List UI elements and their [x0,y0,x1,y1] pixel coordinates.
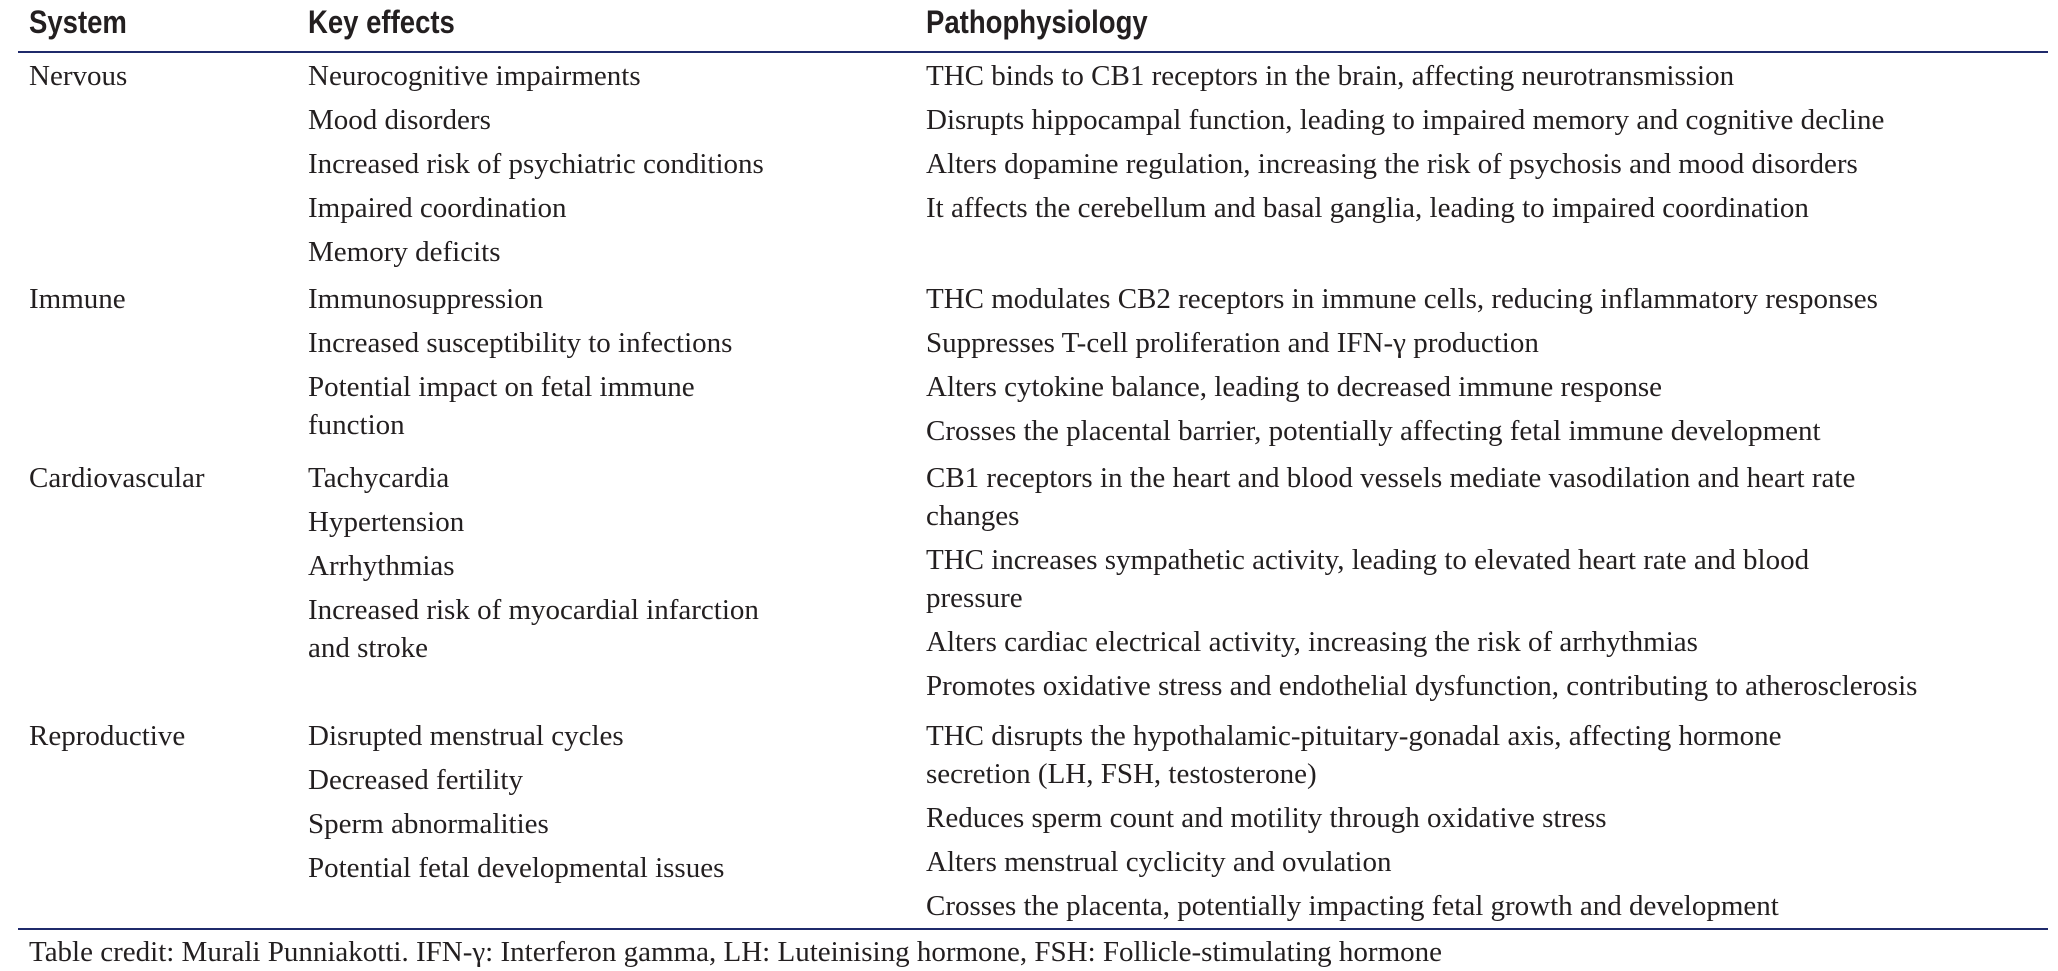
effect-item: Arrhythmias [308,550,455,582]
patho-item: It affects the cerebellum and basal ganglia, leading to impaired coordination [926,192,1809,224]
patho-item: secretion (LH, FSH, testosterone) [926,758,1317,790]
effect-item: Potential fetal developmental issues [308,852,725,884]
patho-item: Crosses the placenta, potentially impacting fetal growth and development [926,890,1779,922]
effect-item: Hypertension [308,506,465,538]
patho-item: Alters menstrual cyclicity and ovulation [926,846,1392,878]
effect-item: Disrupted menstrual cycles [308,720,624,752]
effect-item: and stroke [308,632,428,664]
patho-item: Alters cardiac electrical activity, increasing the risk of arrhythmias [926,626,1698,658]
patho-item: Alters cytokine balance, leading to decreased immune response [926,371,1663,403]
system-immune: Immune [29,283,126,315]
patho-item: THC disrupts the hypothalamic-pituitary-gonadal axis, affecting hormone [926,720,1782,752]
effect-item: function [308,409,405,441]
effect-item: Impaired coordination [308,192,567,224]
effect-item: Tachycardia [308,462,450,494]
table-header [0,0,2058,50]
footer-rule [18,928,2048,930]
patho-item: Suppresses T-cell proliferation and IFN-γ production [926,327,1539,359]
effect-item: Neurocognitive impairments [308,60,641,92]
effect-item: Sperm abnormalities [308,808,549,840]
patho-item: CB1 receptors in the heart and blood vessels mediate vasodilation and heart rate [926,462,1856,494]
patho-item: Disrupts hippocampal function, leading to impaired memory and cognitive decline [926,104,1885,136]
patho-item: Crosses the placental barrier, potentially affecting fetal immune development [926,415,1821,447]
header-pathophysiology: Pathophysiology [926,4,1148,40]
system-reproductive: Reproductive [29,720,186,752]
effect-item: Immunosuppression [308,283,544,315]
table-footnote: Table credit: Murali Punniakotti. IFN-γ: Interferon gamma, LH: Luteinising hormone, FSH: Follicle-stimulating hormone [29,936,1443,968]
effect-item: Increased risk of psychiatric conditions [308,148,764,180]
patho-item: THC increases sympathetic activity, leading to elevated heart rate and blood [926,544,1810,576]
patho-item: THC binds to CB1 receptors in the brain, affecting neurotransmission [926,60,1735,92]
effect-item: Increased risk of myocardial infarction [308,594,759,626]
system-nervous: Nervous [29,60,128,92]
effect-item: Mood disorders [308,104,491,136]
effect-item: Increased susceptibility to infections [308,327,733,359]
patho-item: Reduces sperm count and motility through oxidative stress [926,802,1607,834]
header-key-effects: Key effects [308,4,455,40]
patho-item: Promotes oxidative stress and endothelial dysfunction, contributing to atherosclerosis [926,670,1918,702]
patho-item: THC modulates CB2 receptors in immune cells, reducing inflammatory responses [926,283,1878,315]
effect-item: Decreased fertility [308,764,523,796]
effect-item: Memory deficits [308,236,501,268]
system-cardiovascular: Cardiovascular [29,462,205,494]
header-system: System [29,4,127,40]
header-rule [18,51,2048,53]
patho-item: changes [926,500,1020,532]
effect-item: Potential impact on fetal immune [308,371,695,403]
patho-item: Alters dopamine regulation, increasing the risk of psychosis and mood disorders [926,148,1858,180]
patho-item: pressure [926,582,1023,614]
